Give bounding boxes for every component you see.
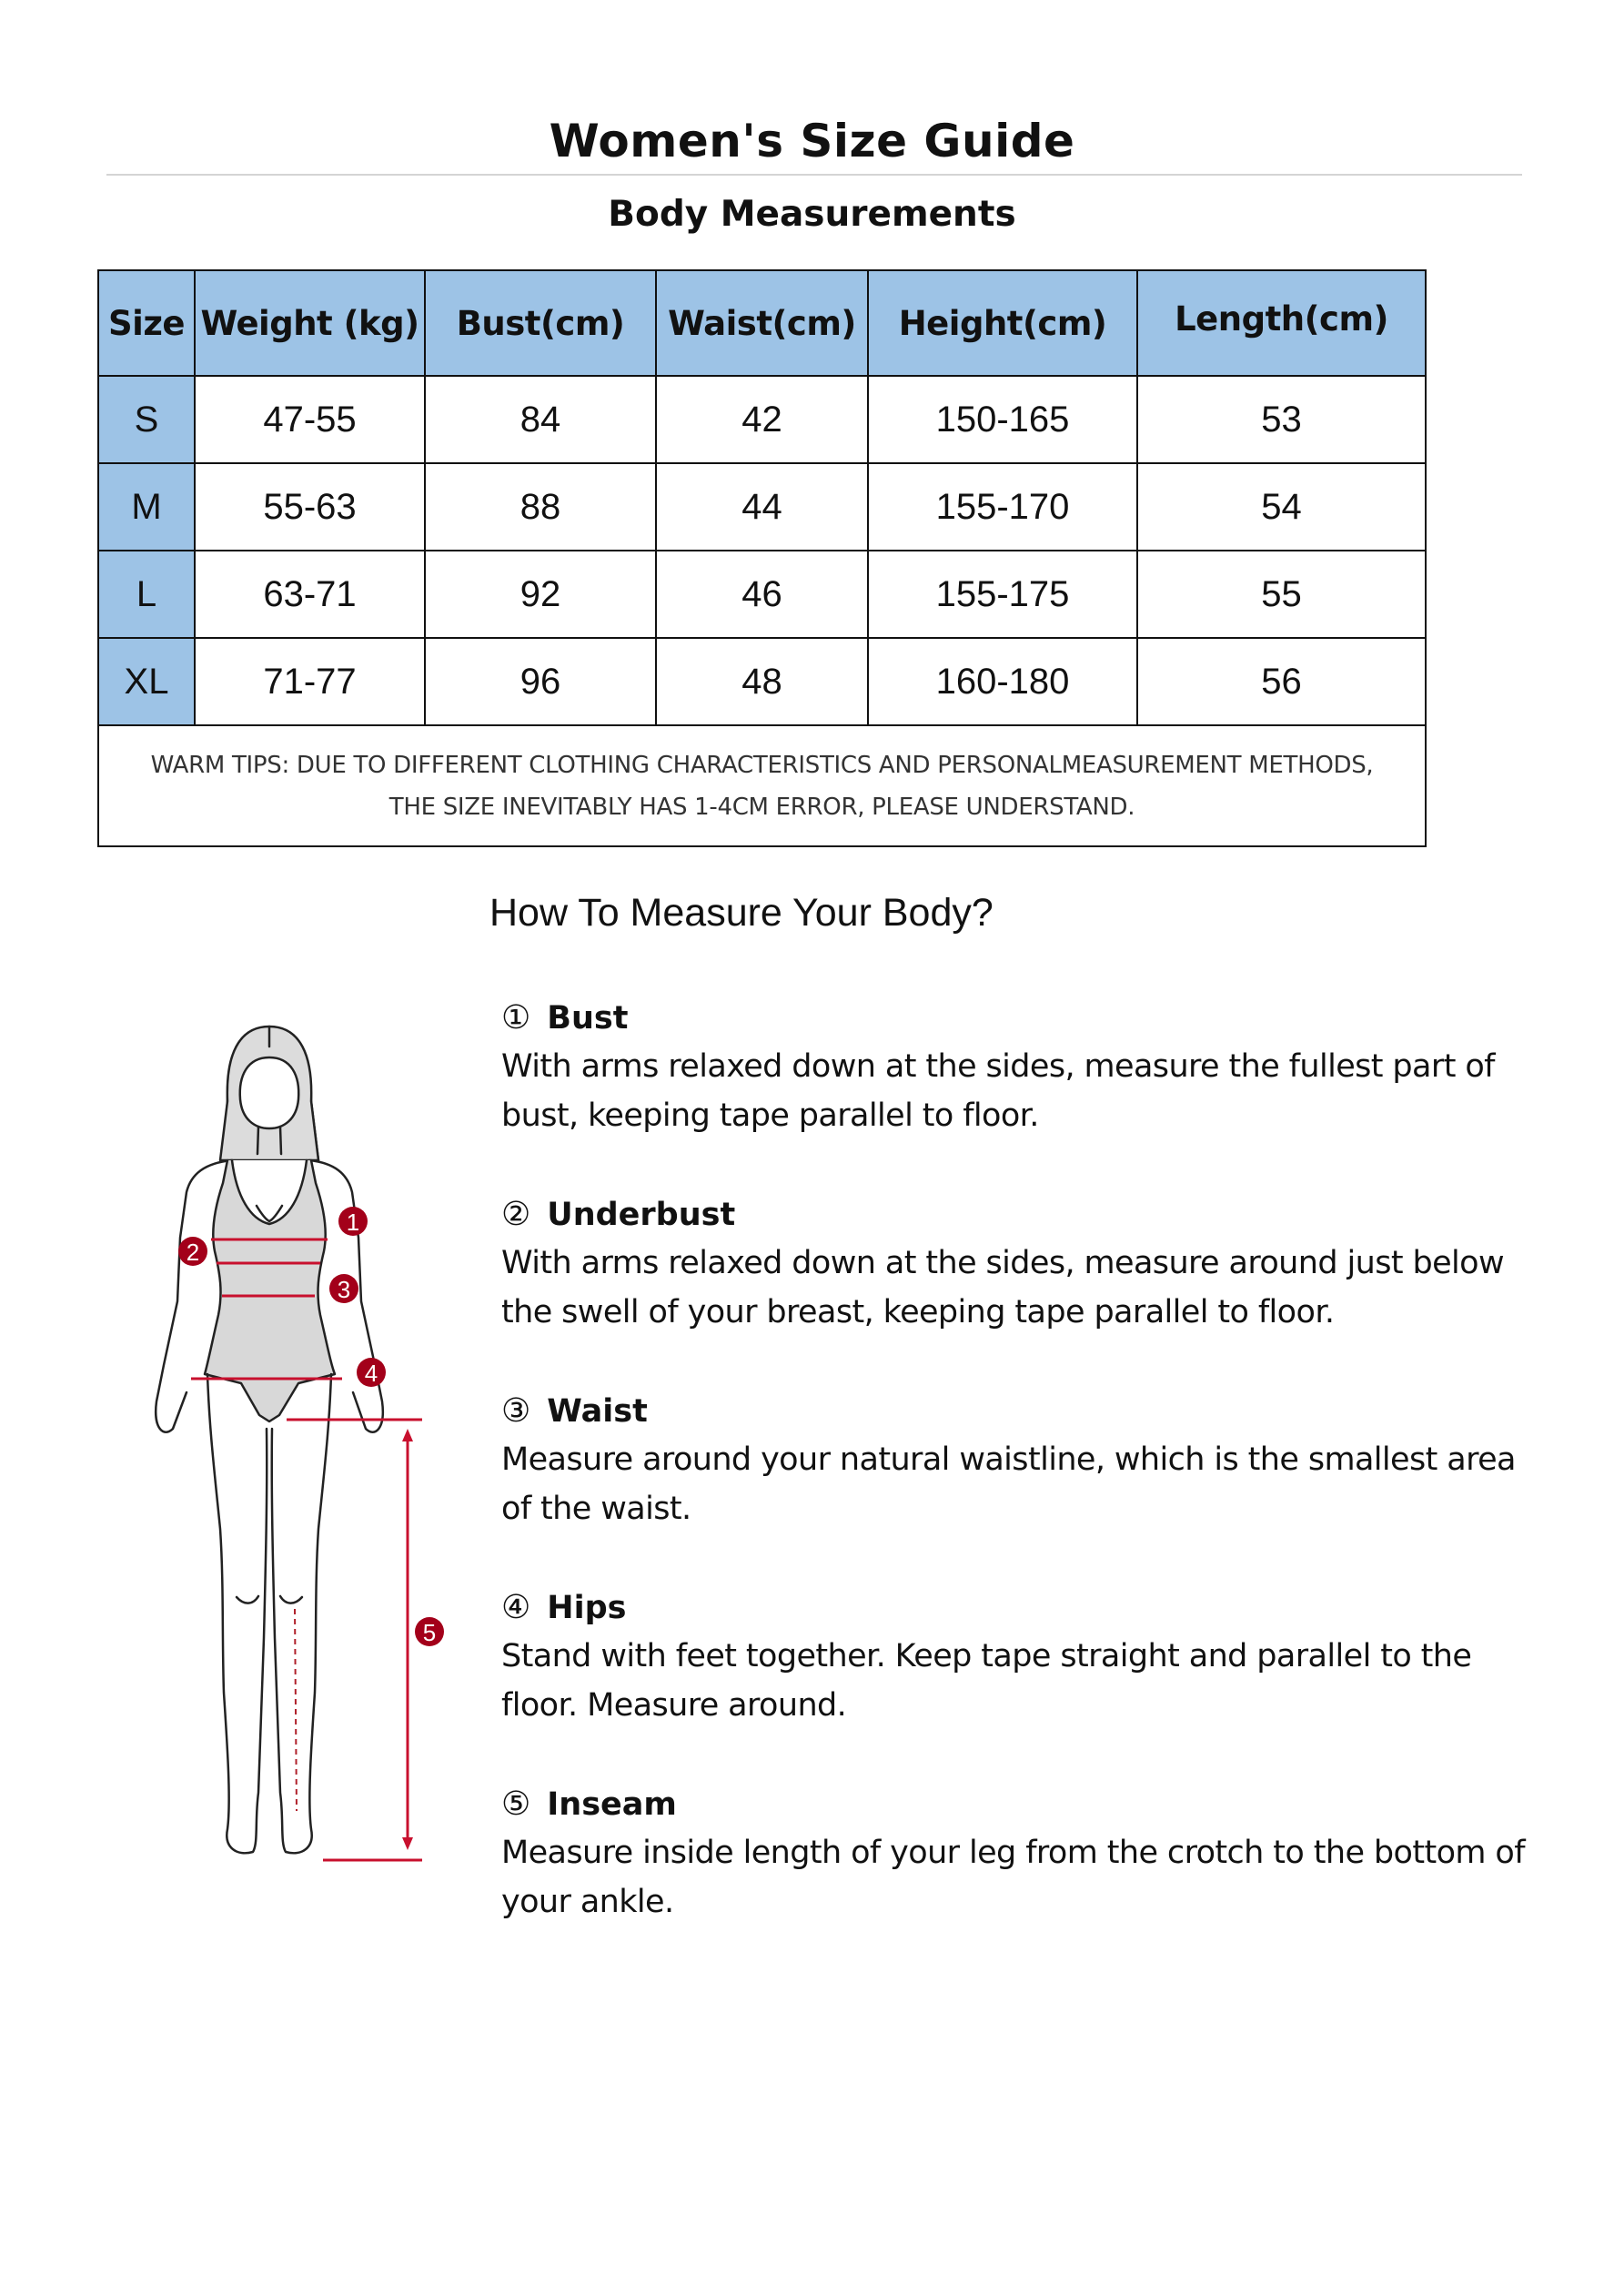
svg-text:4: 4 — [364, 1360, 378, 1387]
length-cell: 53 — [1137, 376, 1426, 463]
header-weight: Weight (kg) — [195, 270, 425, 376]
step-number-icon: ③ — [501, 1392, 531, 1430]
step-description: With arms relaxed down at the sides, measure the fullest part of bust, keeping tape parallel to floor. — [501, 1048, 1495, 1134]
marker-3-icon — [329, 1274, 358, 1303]
length-cell: 55 — [1137, 551, 1426, 638]
step-title: Hips — [547, 1590, 627, 1626]
marker-4-icon — [357, 1358, 386, 1387]
step-description: Stand with feet together. Keep tape straight and parallel to the floor. Measure around. — [501, 1638, 1472, 1724]
size-cell: XL — [98, 638, 195, 725]
size-cell: L — [98, 551, 195, 638]
length-cell: 54 — [1137, 463, 1426, 551]
step-bust — [501, 995, 1538, 1140]
height-cell: 160-180 — [868, 638, 1137, 725]
bust-cell: 92 — [425, 551, 656, 638]
header-length: Length(cm) — [1137, 270, 1426, 376]
waist-cell: 46 — [656, 551, 868, 638]
svg-text:2: 2 — [186, 1239, 200, 1266]
table-row — [98, 638, 1426, 725]
size-table — [97, 269, 1427, 847]
page-title: Women's Size Guide — [549, 115, 1075, 167]
svg-text:1: 1 — [346, 1209, 360, 1236]
weight-cell: 71-77 — [195, 638, 425, 725]
weight-cell: 55-63 — [195, 463, 425, 551]
size-cell: S — [98, 376, 195, 463]
table-header-row — [98, 270, 1426, 376]
length-cell: 56 — [1137, 638, 1426, 725]
header-waist: Waist(cm) — [656, 270, 868, 376]
marker-2-icon — [178, 1237, 207, 1266]
step-waist — [501, 1388, 1538, 1533]
weight-cell: 47-55 — [195, 376, 425, 463]
step-hips — [501, 1584, 1538, 1730]
warm-tips-line-1: WARM TIPS: DUE TO DIFFERENT CLOTHING CHARACTERISTICS AND PERSONALMEASUREMENT METHODS, — [150, 751, 1374, 779]
waist-cell: 42 — [656, 376, 868, 463]
step-description: With arms relaxed down at the sides, measure around just below the swell of your breast, keeping tape parallel to floor. — [501, 1245, 1504, 1330]
header-size: Size — [98, 270, 195, 376]
step-title: Bust — [547, 1000, 629, 1037]
step-description: Measure inside length of your leg from the crotch to the bottom of your ankle. — [501, 1835, 1525, 1920]
bust-cell: 96 — [425, 638, 656, 725]
waist-cell: 48 — [656, 638, 868, 725]
step-inseam — [501, 1781, 1538, 1927]
arrow-down-icon — [402, 1837, 413, 1850]
header-bust: Bust(cm) — [425, 270, 656, 376]
step-title: Inseam — [547, 1786, 677, 1823]
warm-tips-row — [98, 725, 1426, 846]
marker-1-icon — [338, 1207, 368, 1236]
marker-5-icon — [415, 1617, 444, 1646]
height-cell: 150-165 — [868, 376, 1137, 463]
step-description: Measure around your natural waistline, which is the smallest area of the waist. — [501, 1441, 1516, 1527]
step-title: Waist — [547, 1393, 648, 1430]
table-row — [98, 376, 1426, 463]
warm-tips-line-2: THE SIZE INEVITABLY HAS 1-4CM ERROR, PLEASE UNDERSTAND. — [388, 793, 1135, 821]
step-number-icon: ⑤ — [501, 1785, 531, 1823]
header-height: Height(cm) — [868, 270, 1137, 376]
step-underbust — [501, 1191, 1538, 1337]
size-cell: M — [98, 463, 195, 551]
table-row — [98, 463, 1426, 551]
table-row — [98, 551, 1426, 638]
warm-tips — [98, 725, 1426, 846]
woman-figure-illustration — [136, 1001, 482, 1884]
title-divider — [106, 174, 1522, 176]
step-title: Underbust — [547, 1197, 736, 1233]
step-number-icon: ② — [501, 1196, 531, 1233]
step-number-icon: ④ — [501, 1589, 531, 1626]
weight-cell: 63-71 — [195, 551, 425, 638]
measurement-steps — [501, 995, 1538, 1977]
section-title-body-measurements: Body Measurements — [608, 194, 1016, 235]
waist-cell: 44 — [656, 463, 868, 551]
svg-text:5: 5 — [422, 1619, 437, 1646]
step-number-icon: ① — [501, 999, 531, 1037]
body-measurement-figure — [136, 1001, 482, 1884]
svg-text:3: 3 — [337, 1276, 351, 1303]
height-cell: 155-175 — [868, 551, 1137, 638]
arrow-up-icon — [402, 1429, 413, 1441]
height-cell: 155-170 — [868, 463, 1137, 551]
bust-cell: 88 — [425, 463, 656, 551]
how-to-measure-title: How To Measure Your Body? — [489, 891, 994, 935]
bust-cell: 84 — [425, 376, 656, 463]
